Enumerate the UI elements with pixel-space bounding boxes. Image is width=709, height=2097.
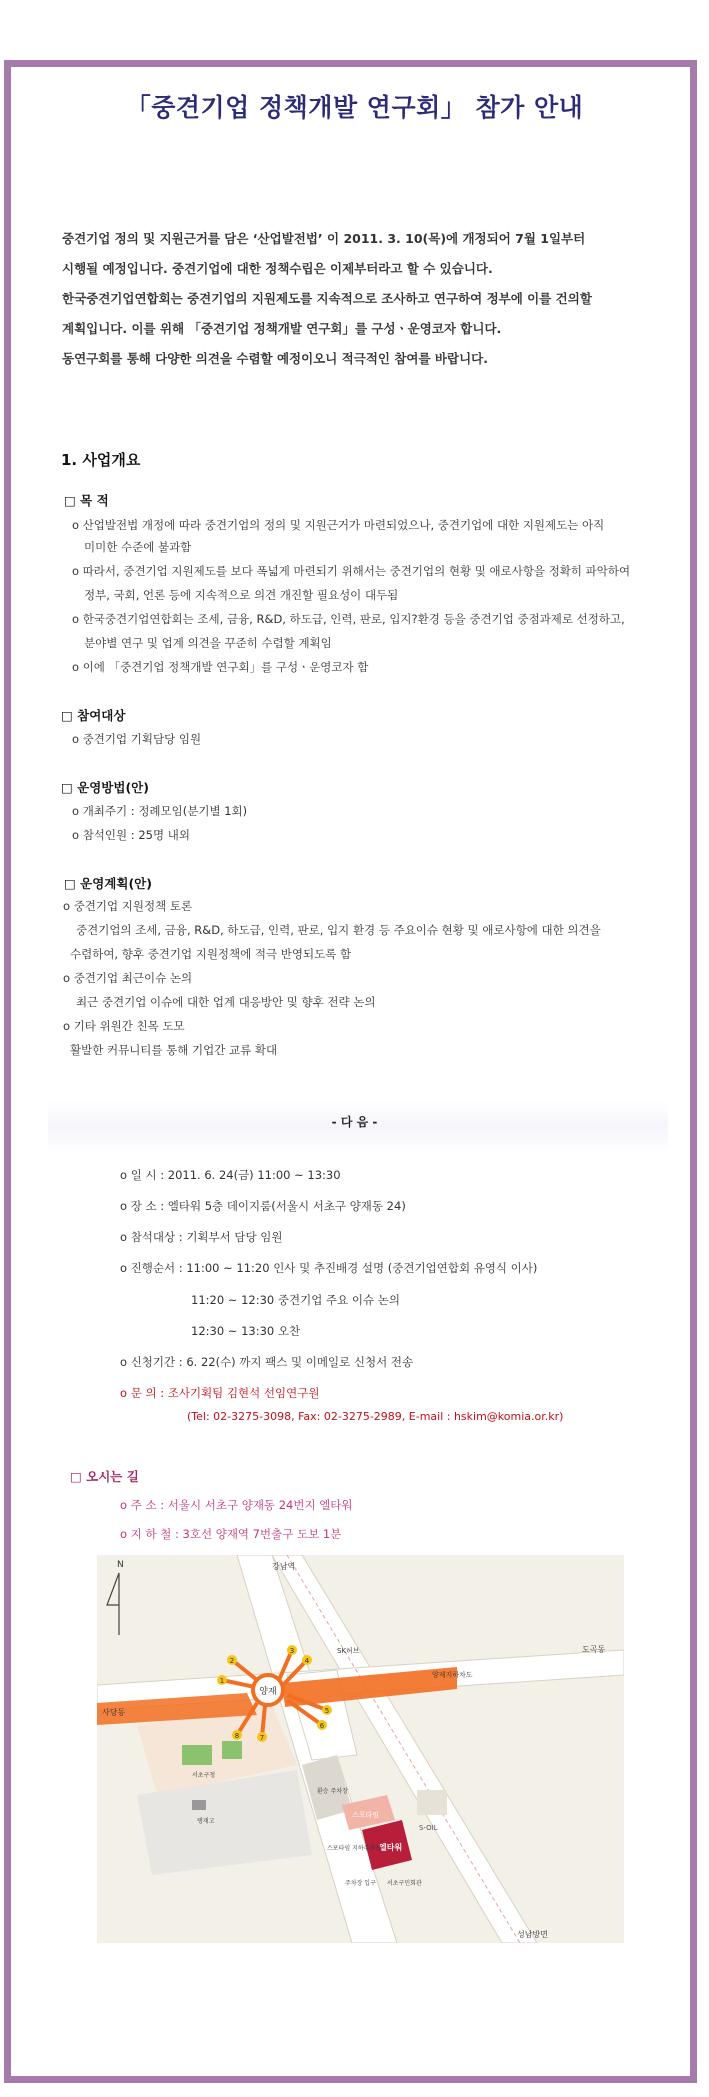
svg-text:5: 5 xyxy=(324,1707,330,1715)
plan-heading: □ 운영계획(안) xyxy=(64,876,152,891)
plan-line: 수렴하여, 향후 중견기업 지원정책에 적극 반영되도록 함 xyxy=(70,947,352,961)
gangnam-label: 강남역 xyxy=(272,1562,296,1571)
plan-line: 중견기업의 조세, 금융, R&D, 하도급, 인력, 판로, 입지 환경 등 주요이슈 현황 및 애로사항에 대한 의견을 xyxy=(76,923,601,937)
svg-text:1: 1 xyxy=(219,1677,225,1685)
target-line: o 중견기업 기획담당 임원 xyxy=(72,732,202,746)
directions-heading: □ 오시는 길 xyxy=(70,1469,139,1484)
method-line: o 참석인원 : 25명 내외 xyxy=(72,828,190,842)
underpass-label: 양재지하차도 xyxy=(432,1671,473,1679)
svg-text:7: 7 xyxy=(259,1734,265,1742)
map-svg xyxy=(97,1555,624,1943)
sadang-label: 사당동 xyxy=(102,1708,126,1717)
detail-contact-info: (Tel: 02-3275-3098, Fax: 02-3275-2989, E-mail : hskim@komia.or.kr) xyxy=(187,1410,564,1423)
school-building xyxy=(192,1800,206,1810)
location-map[interactable] xyxy=(97,1555,624,1943)
sk-hub-label: SK허브 xyxy=(337,1647,360,1655)
purpose-line: o 산업발전법 개정에 따라 중견기업의 정의 및 지원근거가 마련되었으나, 중견기업에 대한 지원제도는 아직 xyxy=(72,518,605,532)
soil-label: S-OIL xyxy=(419,1824,438,1832)
seongnam-label: 성남방면 xyxy=(517,1930,548,1939)
station-label: 양재 xyxy=(259,1687,277,1697)
purpose-line: 미미한 수준에 불과함 xyxy=(84,540,192,554)
intro-line: 계획입니다. 이를 위해 「중견기업 정책개발 연구회」를 구성ㆍ운영코자 합니다. xyxy=(62,321,502,336)
intro-line: 동연구회를 통해 다양한 의견을 수렴할 예정이오니 적극적인 참여를 바랍니다. xyxy=(62,351,488,366)
detail-schedule: o 진행순서 : 11:00 ~ 11:20 인사 및 추진배경 설명 (중견기업연합회 유영식 이사) xyxy=(120,1261,538,1275)
dogok-label: 도곡동 xyxy=(582,1645,606,1654)
detail-place: o 장 소 : 엘타워 5층 데이지룸(서울시 서초구 양재동 24) xyxy=(120,1199,406,1213)
intro-line: 중견기업 정의 및 지원근거를 담은 ‘산업발전법’ 이 2011. 3. 10(목)에 개정되어 7월 1일부터 xyxy=(62,231,586,246)
svg-text:2: 2 xyxy=(229,1657,235,1665)
plan-line: o 기타 위원간 친목 도모 xyxy=(63,1019,185,1033)
page-title: 「중견기업 정책개발 연구회」 참가 안내 xyxy=(125,93,584,122)
plan-line: 최근 중견기업 이슈에 대한 업계 대응방안 및 향후 전략 논의 xyxy=(76,995,376,1009)
svg-text:4: 4 xyxy=(304,1657,310,1665)
purpose-line: 분야별 연구 및 업계 의견을 꾸준히 수렴할 계획임 xyxy=(84,636,332,650)
method-line: o 개최주기 : 정례모임(분기별 1회) xyxy=(72,804,248,818)
notice-heading: - 다 음 - xyxy=(331,1115,378,1129)
seocho-center-label: 서초구민회관 xyxy=(387,1880,422,1887)
sportime-parking-label: 스포타임 지하주차장 xyxy=(327,1845,382,1852)
purpose-line: o 이에 「중견기업 정책개발 연구회」를 구성ㆍ운영코자 함 xyxy=(72,660,369,674)
detail-attendees: o 참석대상 : 기획부서 담당 임원 xyxy=(120,1230,283,1244)
purpose-line: 정부, 국회, 언론 등에 지속적으로 의견 개진할 필요성이 대두됨 xyxy=(84,588,399,602)
parking-label: 환승 주차장 xyxy=(317,1788,348,1795)
section-heading: 1. 사업개요 xyxy=(61,451,141,469)
method-heading: □ 운영방법(안) xyxy=(61,780,149,795)
svg-text:3: 3 xyxy=(289,1647,295,1655)
entrance-label: 주차장 입구 xyxy=(345,1880,376,1887)
directions-subway: o 지 하 철 : 3호선 양재역 7번출구 도보 1분 xyxy=(120,1527,342,1541)
purpose-heading: □ 목 적 xyxy=(64,493,109,508)
detail-schedule: 11:20 ~ 12:30 중견기업 주요 이슈 논의 xyxy=(191,1293,400,1307)
purpose-line: o 따라서, 중견기업 지원제도를 보다 폭넓게 마련되기 위해서는 중견기업의 현황 및 애로사항을 정확히 파악하여 xyxy=(72,564,631,578)
seocho-office-label: 서초구청 xyxy=(192,1772,216,1779)
intro-line: 시행될 예정입니다. 중견기업에 대한 정책수립은 이제부터라고 할 수 있습니다. xyxy=(62,261,493,276)
school-label: 탱재고 xyxy=(197,1818,215,1825)
plan-line: 활발한 커뮤니티를 통해 기업간 교류 확대 xyxy=(70,1043,278,1057)
park-block xyxy=(222,1741,242,1759)
detail-date: o 일 시 : 2011. 6. 24(금) 11:00 ~ 13:30 xyxy=(120,1168,341,1182)
plan-line: o 중견기업 지원정책 토론 xyxy=(63,899,193,913)
plan-line: o 중견기업 최근이슈 논의 xyxy=(63,971,193,985)
detail-deadline: o 신청기간 : 6. 22(수) 까지 팩스 및 이메일로 신청서 전송 xyxy=(120,1355,414,1369)
ltower-label: 엘타워 xyxy=(379,1843,403,1852)
svg-text:6: 6 xyxy=(319,1722,325,1730)
detail-contact: o 문 의 : 조사기획팀 김현석 선임연구원 xyxy=(120,1386,320,1400)
sportime-label: 스포타임 xyxy=(352,1811,380,1819)
intro-line: 한국중견기업연합회는 중견기업의 지원제도를 지속적으로 조사하고 연구하여 정부에 이를 건의할 xyxy=(62,291,592,306)
seocho-office-building xyxy=(182,1745,212,1765)
svg-text:8: 8 xyxy=(234,1732,240,1740)
soil-station xyxy=(417,1790,447,1815)
directions-address: o 주 소 : 서울시 서초구 양재동 24번지 엘타워 xyxy=(120,1498,353,1512)
target-heading: □ 참여대상 xyxy=(61,708,126,723)
purpose-line: o 한국중견기업연합회는 조세, 금융, R&D, 하도급, 인력, 판로, 입지?환경 등을 중견기업 중점과제로 선정하고, xyxy=(72,612,625,626)
north-label: N xyxy=(117,1560,124,1570)
detail-schedule: 12:30 ~ 13:30 오찬 xyxy=(191,1324,301,1338)
